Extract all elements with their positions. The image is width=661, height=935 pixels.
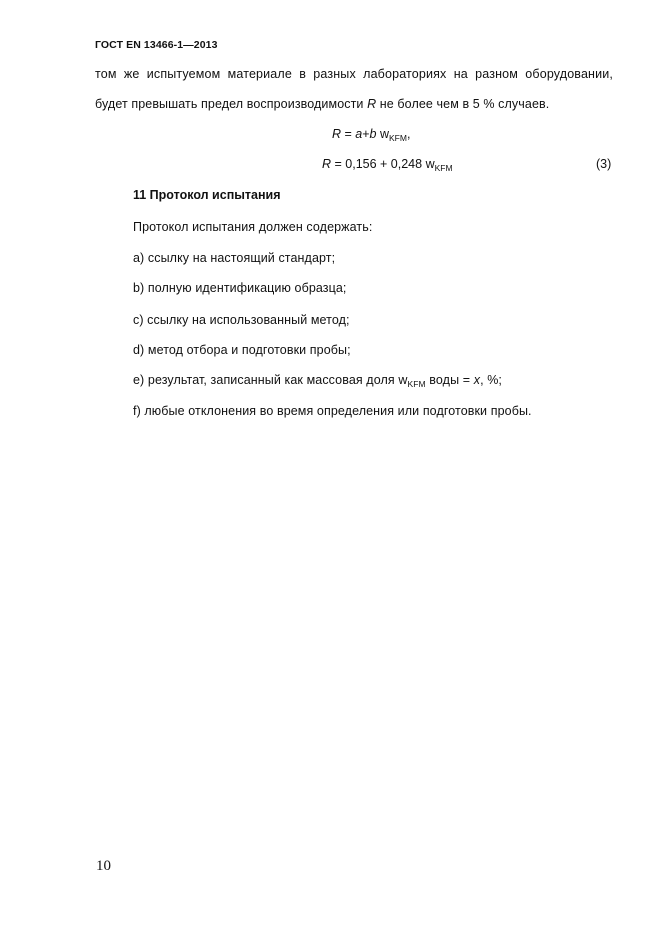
- list-item-e-x: x: [473, 373, 481, 387]
- paragraph-line-2-end: не более чем в 5 % случаев.: [376, 97, 550, 111]
- list-item-e-w: w: [398, 373, 408, 387]
- list-item: f) любые отклонения во время определения или подготовки пробы.: [133, 404, 532, 418]
- paragraph-line-2-start: будет превышать предел воспроизводимости: [95, 97, 368, 111]
- formula-specific-subscript: KFM: [434, 163, 453, 173]
- formula-specific-lhs: R: [322, 157, 332, 171]
- formula-specific: [322, 156, 453, 172]
- equation-number: (3): [596, 157, 612, 171]
- page-number: 10: [96, 858, 111, 874]
- list-item: a) ссылку на настоящий стандарт;: [133, 251, 336, 265]
- list-item: b) полную идентификацию образца;: [133, 281, 347, 295]
- list-item-e-mid: воды =: [425, 373, 474, 387]
- section-heading: 11 Протокол испытания: [133, 188, 281, 202]
- list-item: c) ссылку на использованный метод;: [133, 313, 350, 327]
- list-item: [133, 372, 502, 388]
- paragraph-line-1: том же испытуемом материале в разных лабораториях на разном оборудовании,: [95, 67, 613, 81]
- standard-header: ГОСТ EN 13466-1—2013: [95, 39, 218, 51]
- formula-general-w: w: [376, 127, 389, 141]
- formula-general-subscript: KFM: [389, 133, 407, 143]
- formula-specific-rhs: = 0,156 + 0,248: [331, 157, 426, 171]
- formula-general-eq: =: [341, 127, 356, 141]
- reproducibility-variable: R: [367, 97, 377, 111]
- list-item: d) метод отбора и подготовки пробы;: [133, 343, 351, 357]
- list-item-e-end: , %;: [480, 373, 502, 387]
- formula-general: [332, 126, 410, 142]
- formula-general-a: a: [355, 127, 363, 141]
- list-item-e-start: e) результат, записанный как массовая доля: [133, 373, 399, 387]
- paragraph-line-2: [95, 96, 549, 112]
- formula-specific-w: w: [425, 157, 435, 171]
- section-intro: Протокол испытания должен содержать:: [133, 220, 373, 234]
- list-item-e-subscript: KFM: [407, 379, 426, 389]
- formula-general-tail: ,: [406, 127, 411, 141]
- formula-general-plus: +: [362, 127, 370, 141]
- formula-general-lhs: R: [332, 127, 342, 141]
- formula-general-b: b: [369, 127, 377, 141]
